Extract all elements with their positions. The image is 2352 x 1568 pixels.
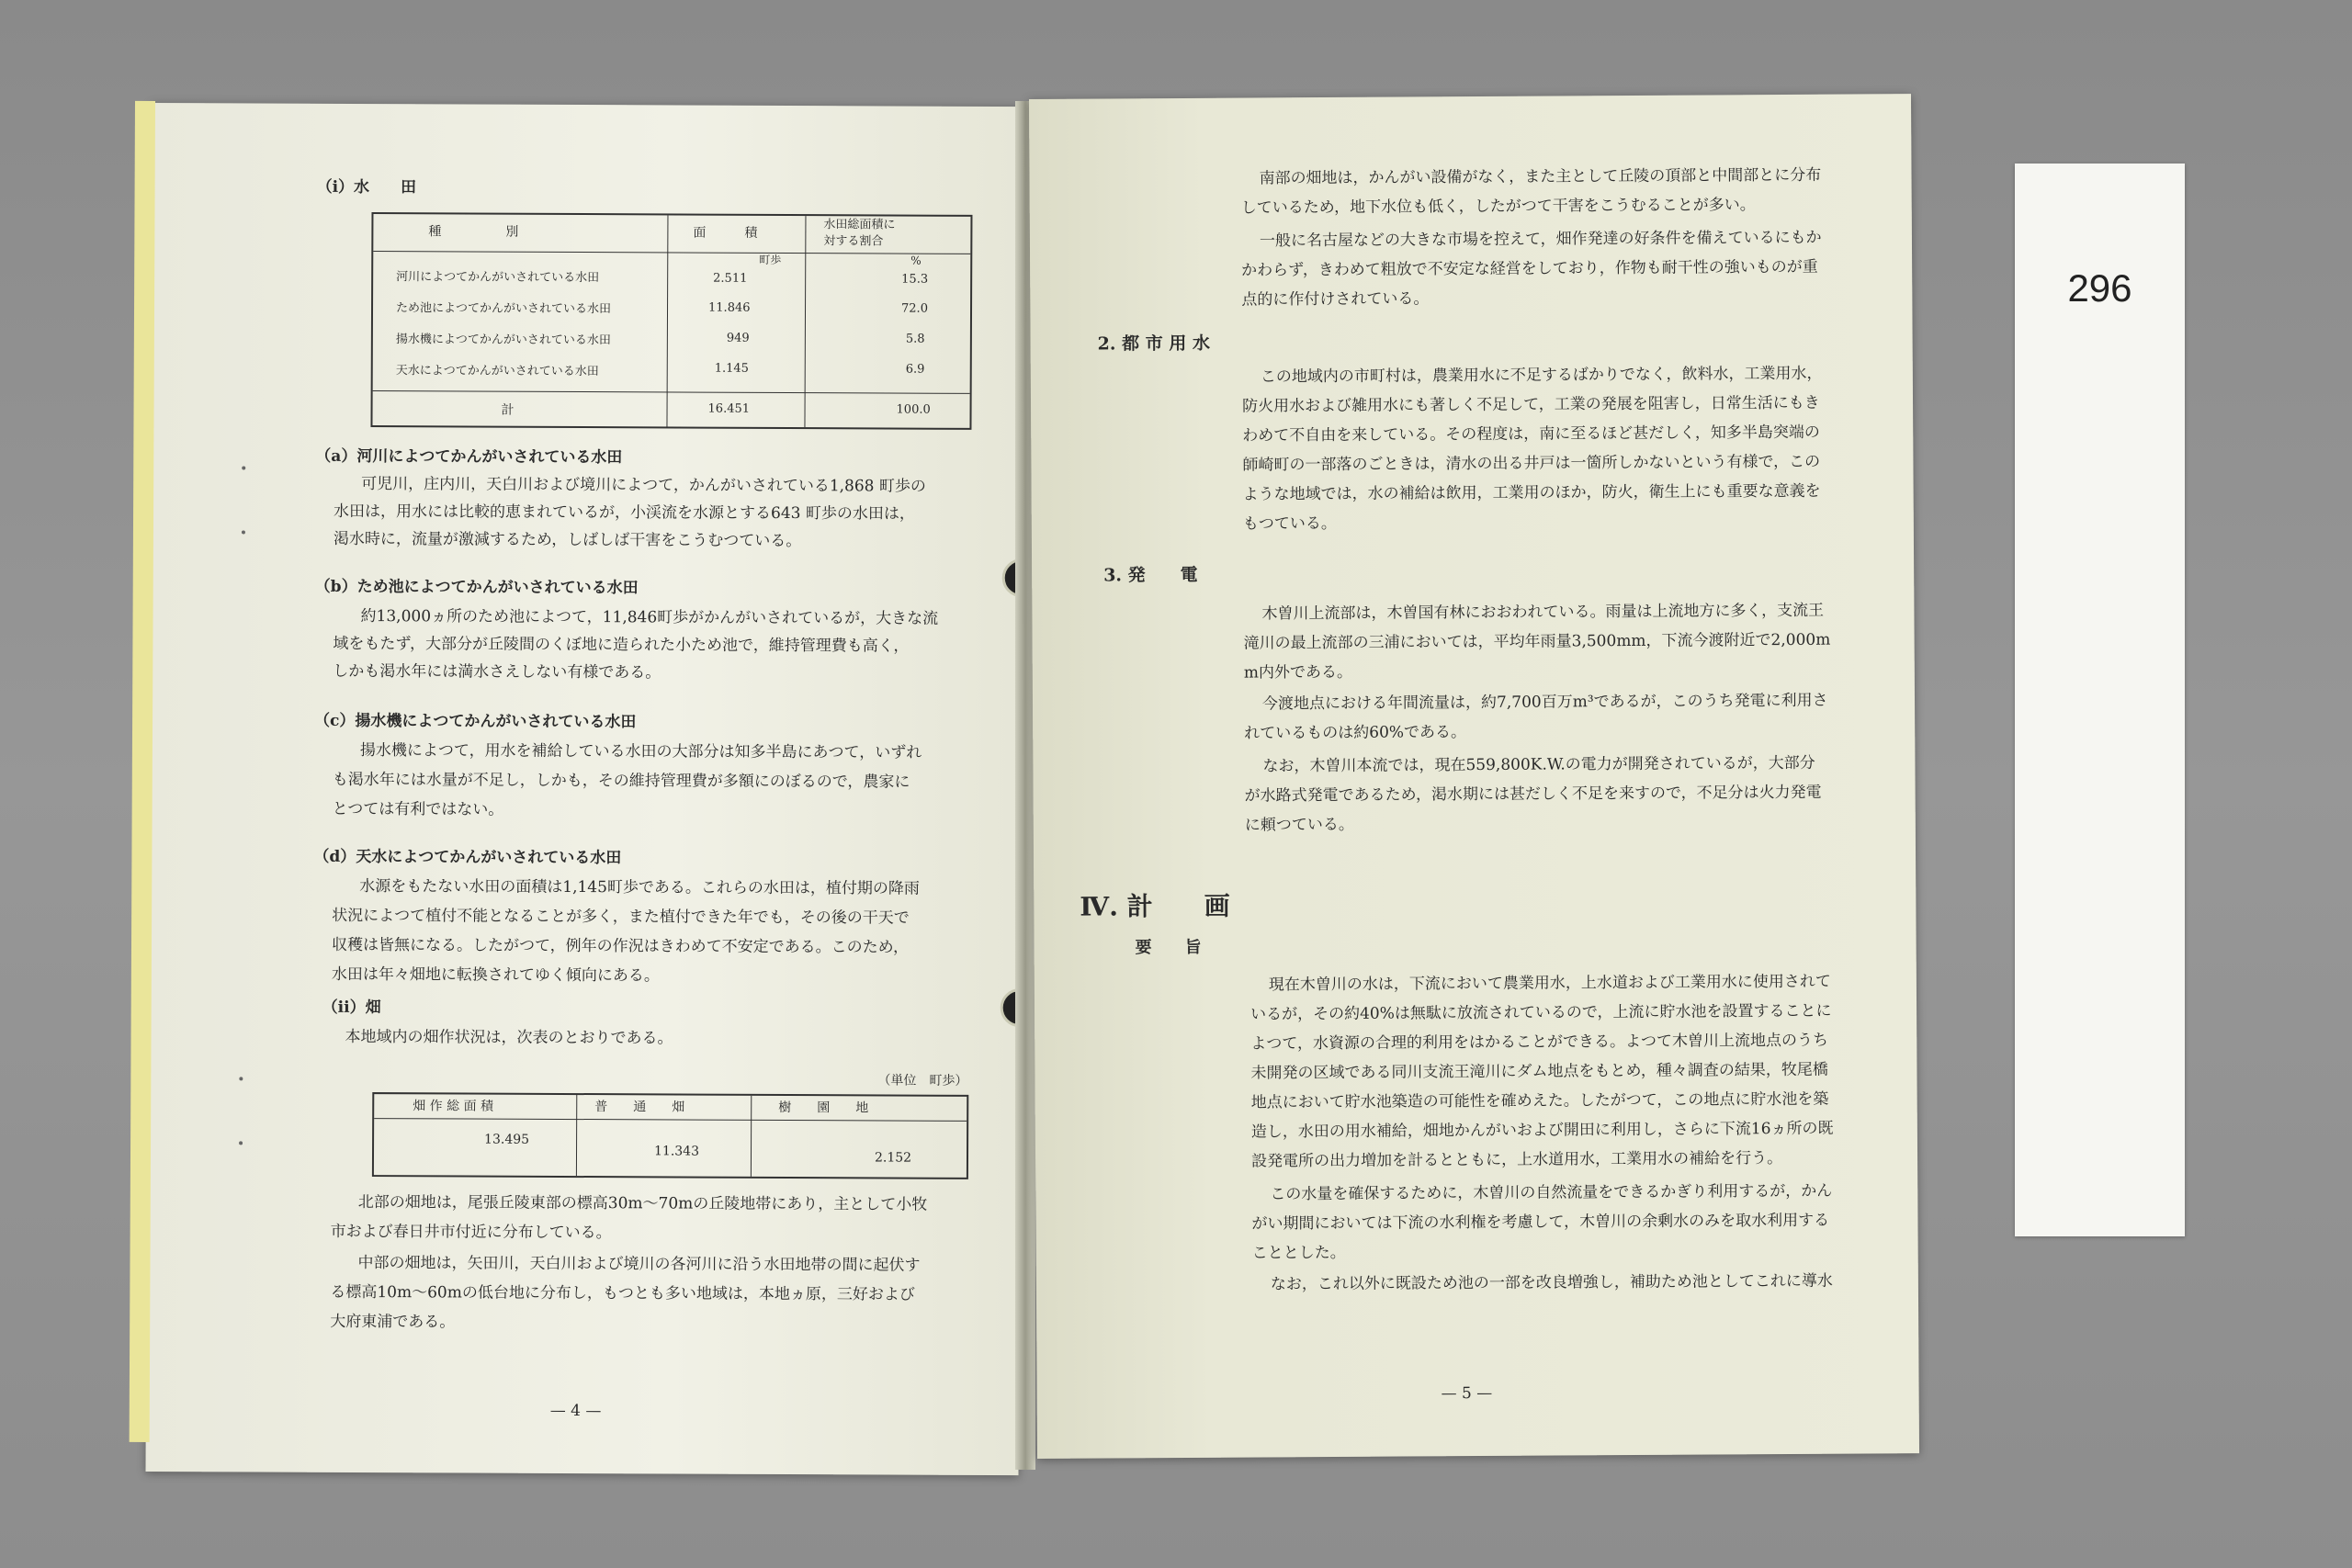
field-header-total: 畑 作 総 面 積	[413, 1099, 494, 1114]
para-pond-2: 域をもたず，大部分が丘陵間のくぼ地に造られた小ため池で，維持管理費も高く，	[333, 634, 910, 656]
heading-pond: （b）ため池によつてかんがいされている水田	[314, 577, 639, 598]
para-urban-2: 防火用水および雑用水にも著しく不足して，工業の発展を阻害し，日常生活にもき	[1241, 393, 1820, 416]
para-rain-3: 収穫は皆無になる。したがつて，例年の作況はきわめて不安定である。このため，	[331, 935, 910, 957]
para-rain-2: 状況によつて植付不能となることが多く，また植付できた年でも，その後の干天で	[332, 906, 910, 928]
para-power-6: なお，木曽川本流では，現在559,800K.W.の電力が開発されているが，大部分	[1262, 753, 1815, 776]
field-header-orchard: 樹 園 地	[778, 1100, 869, 1116]
table-row-1-label: 河川によつてかんがいされている水田	[396, 270, 600, 286]
paper-speck	[239, 1141, 243, 1145]
heading-summary: 要 旨	[1135, 937, 1202, 958]
unit-choho: 町歩	[759, 253, 782, 266]
table-row-2-ratio: 72.0	[900, 301, 929, 316]
para-south-4: かわらず，きわめて粗放で不安定な経営をしており，作物も耐干性の強いものが重	[1241, 257, 1818, 280]
para-south-2: しているため，地下水位も低く，したがつて干害をこうむることが多い。	[1240, 196, 1756, 218]
para-plan-1: 現在木曽川の水は，下流において農業用水，上水道および工業用水に使用されて	[1268, 972, 1831, 995]
tag-number: 296	[2067, 266, 2132, 310]
unit-percent: %	[910, 254, 922, 267]
section-heading-urban-water: 2. 都 市 用 水	[1097, 333, 1210, 355]
para-central-1: 中部の畑地は，矢田川，天白川および境川の各河川に沿う水田地帯の間に起伏す	[357, 1253, 921, 1275]
para-power-1: 木曽川上流部は，木曽国有林におおわれている。雨量は上流地方に多く，支流王	[1261, 601, 1825, 624]
paper-speck	[239, 1077, 243, 1080]
para-rain-1: 水源をもたない水田の面積は1,145町歩である。これらの水田は，植付期の降雨	[359, 876, 920, 898]
left-page	[145, 103, 1023, 1475]
table-row-1-ratio: 15.3	[901, 272, 929, 287]
table-header-ratio-1: 水田総面積に	[823, 218, 896, 232]
para-urban-1: この地域内の市町村は，農業用水に不足するばかりでなく，飲料水，工業用水，	[1260, 364, 1823, 387]
para-urban-5: ような地域では，水の補給は飲用，工業用のほか，防火，衛生上にも重要な意義を	[1242, 481, 1821, 504]
table-total-label: 計	[501, 402, 514, 418]
para-urban-4: 師崎町の一部落のごときは，清水の出る井戸は一箇所しかないという有様で，この	[1242, 452, 1821, 475]
para-plan-9: がい期間においては下流の水利権を考慮して，木曽川の余剰水のみを取水利用する	[1251, 1211, 1830, 1234]
para-pump-3: とつては有利ではない。	[332, 799, 504, 819]
table-row-4-area: 1.145	[714, 361, 749, 376]
table-row-3-area: 949	[726, 331, 750, 345]
right-page	[1029, 94, 1919, 1459]
para-power-5: れているものは約60%である。	[1244, 723, 1467, 743]
para-urban-6: もつている。	[1242, 513, 1337, 534]
para-plan-2: いるが，その約40%は無駄に放流されているので，上流に貯水池を設置することに	[1250, 1001, 1832, 1024]
table-row-3-ratio: 5.8	[905, 332, 925, 346]
table-header-ratio-2: 対する割合	[823, 234, 884, 249]
para-central-3: 大府東浦である。	[330, 1312, 456, 1332]
field-value-total: 13.495	[484, 1132, 530, 1147]
para-power-4: 今渡地点における年間流量は，約7,700百万m³であるが，このうち発電に利用さ	[1261, 691, 1828, 714]
para-power-2: 滝川の最上流部の三浦においては，平均年雨量3,500mm，下流今渡附近で2,000m	[1243, 630, 1831, 653]
para-plan-7: 設発電所の出力増加を計るとともに，上水道用水，工業用水の補給を行う。	[1251, 1149, 1783, 1171]
heading-rain: （d）天水によつてかんがいされている水田	[313, 847, 622, 868]
para-plan-6: 造し，水田の用水補給，畑地かんがいおよび開田に利用し，さらに下流16ヵ所の既	[1250, 1119, 1834, 1142]
chapter-heading-plan: Ⅳ. 計 画	[1080, 890, 1230, 922]
table-header-area: 面 積	[693, 225, 758, 241]
heading-pump: （c）揚水機によつてかんがいされている水田	[314, 711, 637, 732]
para-pond-1: 約13,000ヵ所のため池によつて，11,846町歩がかんがいされているが，大きな流	[360, 606, 939, 628]
para-power-3: m内外である。	[1243, 662, 1353, 682]
table-row-2-area: 11.846	[707, 300, 751, 315]
field-table	[372, 1092, 968, 1179]
field-header-normal: 普 通 畑	[594, 1100, 685, 1115]
para-plan-8: この水量を確保するために，木曽川の自然流量をできるかぎり利用するが，かん	[1270, 1181, 1833, 1204]
para-central-2: る標高10m〜60mの低台地に分布し，もつとも多い地域は，本地ヵ原，三好および	[330, 1282, 915, 1304]
field-table-unit: （単位 町歩）	[877, 1073, 968, 1089]
para-urban-3: わめて不自由を来している。その程度は，南に至るほど甚だしく，知多半島突端の	[1242, 423, 1820, 446]
para-river-3: 渇水時に，流量が激減するため，しばしば干害をこうむつている。	[333, 529, 802, 551]
table-row-1-area: 2.511	[713, 271, 748, 286]
para-north-2: 市および春日井市付近に分布している。	[330, 1222, 612, 1243]
para-river-1: 可児川，庄内川，天白川および境川によつて，かんがいされている1,868 町歩の	[361, 474, 926, 496]
table-row-3-label: 揚水機によつてかんがいされている水田	[395, 333, 611, 348]
para-pond-3: しかも渇水年には満水さえしない有様である。	[333, 661, 662, 682]
para-plan-4: 未開発の区域である同川支流王滝川にダム地点をもとめ，種々調査の結果，牧尾橋	[1250, 1060, 1828, 1083]
para-plan-3: よつて，水資源の合理的利用をはかることができる。よつて木曽川上流地点のうち	[1250, 1031, 1829, 1054]
field-value-orchard: 2.152	[874, 1150, 912, 1166]
para-power-8: に頼つている。	[1244, 815, 1354, 835]
para-south-1: 南部の畑地は，かんがい設備がなく，また主として丘陵の頂部と中間部とに分布	[1259, 165, 1822, 188]
para-power-7: が水路式発電であるため，渇水期には甚だしく不足を来すので，不足分は火力発電	[1244, 783, 1822, 806]
paper-speck	[242, 530, 245, 534]
para-plan-11: なお，これ以外に既設ため池の一部を改良増強し，補助ため池としてこれに導水	[1270, 1271, 1833, 1294]
para-plan-5: 地点において貯水池築造の可能性を確めえた。したがつて，この地点に貯水池を築	[1250, 1089, 1829, 1112]
page-number-4: — 4 —	[549, 1401, 602, 1421]
table-total-area: 16.451	[707, 401, 751, 416]
paper-speck	[242, 466, 245, 469]
paddy-table	[370, 212, 972, 430]
section-heading-power: 3. 発 電	[1103, 564, 1198, 586]
table-total-ratio: 100.0	[896, 402, 931, 417]
page-number-5: — 5 —	[1441, 1383, 1493, 1404]
para-pump-1: 揚水機によつて，用水を補給している水田の大部分は知多半島にあつて，いずれ	[359, 740, 922, 762]
para-rain-4: 水田は年々畑地に転換されてゆく傾向にある。	[331, 964, 660, 986]
para-south-3: 一般に名古屋などの大きな市場を控えて，畑作発達の好条件を備えているにもか	[1259, 228, 1822, 251]
para-river-2: 水田は，用水には比較的恵まれているが，小渓流を水源とする643 町歩の水田は，	[334, 502, 915, 524]
index-tag	[2015, 164, 2185, 1236]
section-heading-field: （ii）畑	[322, 998, 381, 1018]
para-north-1: 北部の畑地は，尾張丘陵東部の標高30m〜70mの丘陵地帯にあり，主として小牧	[357, 1192, 928, 1214]
section-heading-paddy: （i）水 田	[316, 177, 417, 197]
para-plan-10: こととした。	[1251, 1243, 1346, 1263]
table-row-4-ratio: 6.9	[905, 362, 925, 377]
para-field-intro: 本地域内の畑作状況は，次表のとおりである。	[345, 1027, 673, 1048]
table-header-type: 種 別	[428, 224, 519, 240]
table-row-4-label: 天水によつてかんがいされている水田	[395, 364, 599, 379]
para-pump-2: も渇水年には水量が不足し，しかも，その維持管理費が多額にのぼるので，農家に	[332, 770, 910, 792]
table-row-2-label: ため池によつてかんがいされている水田	[395, 301, 612, 317]
field-value-normal: 11.343	[653, 1144, 700, 1159]
para-south-5: 点的に作付けされている。	[1241, 289, 1430, 310]
heading-river: （a）河川によつてかんがいされている水田	[315, 446, 623, 468]
